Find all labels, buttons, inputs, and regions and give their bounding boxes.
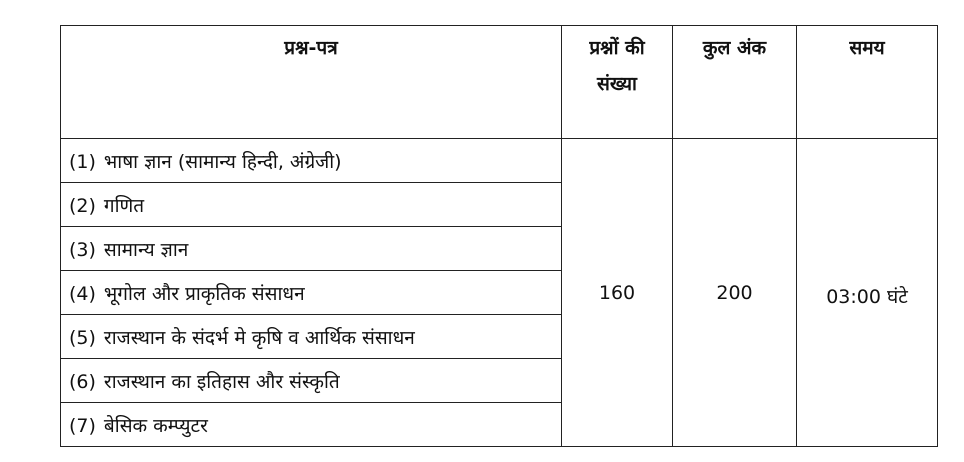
paper-name: बेसिक कम्प्युटर (103, 414, 208, 437)
header-paper: प्रश्न-पत्र (61, 26, 562, 139)
paper-cell (61, 315, 562, 359)
paper-number: (2) (69, 194, 96, 217)
paper-number: (7) (69, 414, 96, 437)
paper-name: राजस्थान के संदर्भ मे कृषि व आर्थिक संसाधन (103, 326, 415, 349)
paper-cell (61, 359, 562, 403)
paper-name: भूगोल और प्राकृतिक संसाधन (103, 282, 305, 305)
paper-cell (61, 227, 562, 271)
header-question-count-label: प्रश्नों की संख्या (589, 37, 645, 95)
paper-name: गणित (103, 194, 145, 217)
table-row (61, 139, 938, 183)
header-row (61, 26, 938, 139)
paper-cell (61, 139, 562, 183)
paper-cell (61, 403, 562, 447)
paper-name: भाषा ज्ञान (सामान्य हिन्दी, अंग्रेजी) (103, 150, 342, 173)
header-question-count (562, 26, 673, 139)
paper-number: (5) (69, 326, 96, 349)
exam-scheme-table (60, 25, 938, 447)
total-marks-value: 200 (673, 139, 797, 447)
paper-name: सामान्य ज्ञान (103, 238, 189, 261)
time-value: 03:00 घंटे (797, 139, 938, 447)
paper-number: (1) (69, 150, 96, 173)
paper-cell (61, 183, 562, 227)
paper-number: (6) (69, 370, 96, 393)
paper-name: राजस्थान का इतिहास और संस्कृति (103, 370, 340, 393)
paper-number: (3) (69, 238, 96, 261)
paper-number: (4) (69, 282, 96, 305)
paper-cell (61, 271, 562, 315)
header-total-marks: कुल अंक (673, 26, 797, 139)
question-count-value: 160 (562, 139, 673, 447)
header-time: समय (797, 26, 938, 139)
